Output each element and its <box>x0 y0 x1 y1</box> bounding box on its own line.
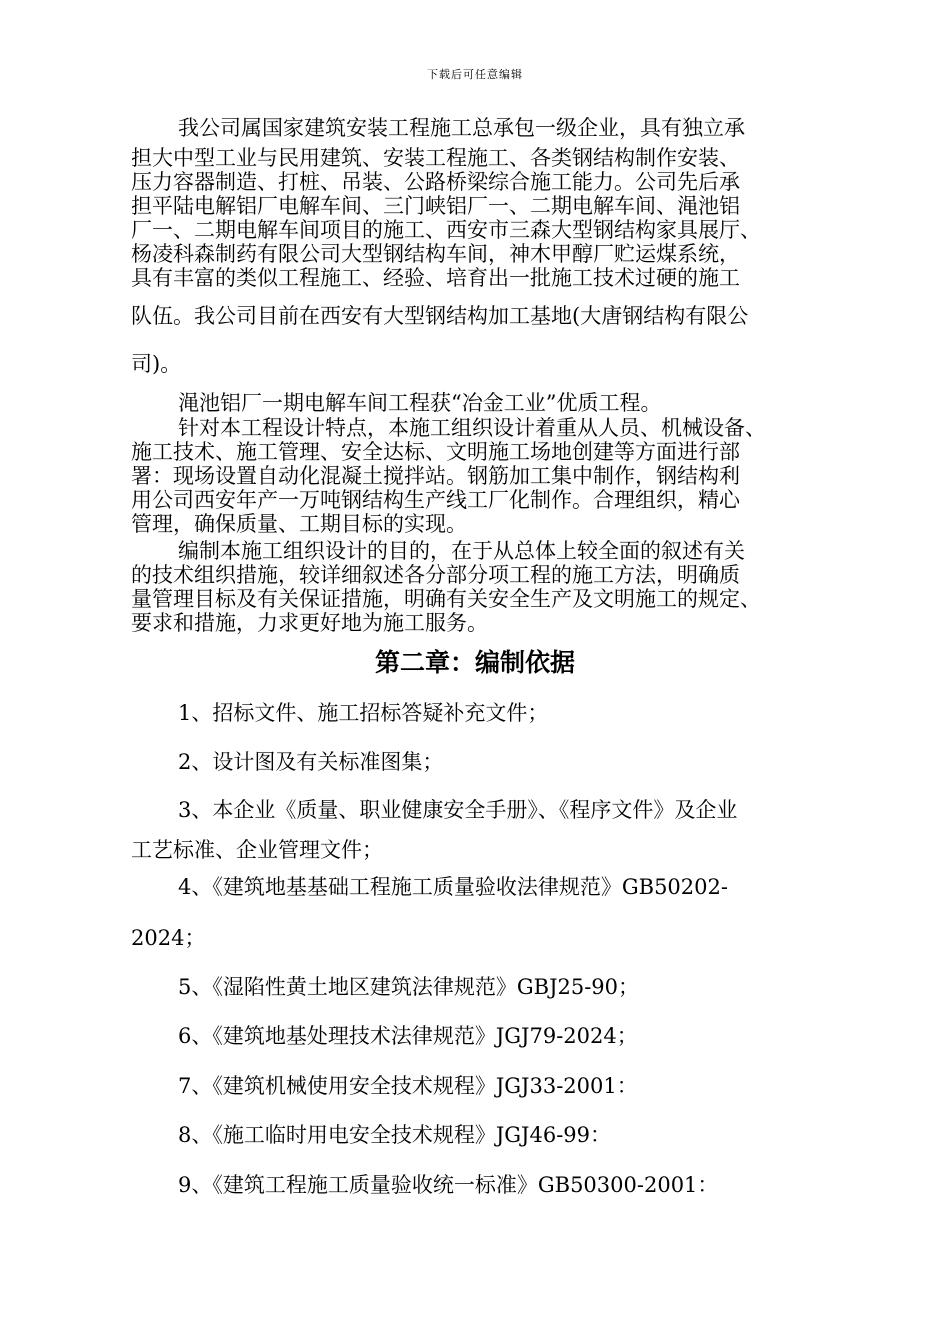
list-item: 3、本企业《质量、职业健康安全手册》、《程序文件》及企业 <box>178 798 738 822</box>
text-line: 我公司属国家建筑安装工程施工总承包一级企业，具有独立承 <box>178 116 745 140</box>
text-line: 杨凌科森制药有限公司大型钢结构车间，神木甲醇厂贮运煤系统， <box>131 242 740 266</box>
text-line: 的技术组织措施，较详细叙述各分部分项工程的施工方法，明确质 <box>131 563 740 587</box>
text-line: 要求和措施，力求更好地为施工服务。 <box>131 611 488 635</box>
list-item-continuation: 工艺标准、企业管理文件； <box>131 838 383 862</box>
text-line: 担大中型工业与民用建筑、安装工程施工、各类钢结构制作安装、 <box>131 146 740 170</box>
list-item: 9、《建筑工程施工质量验收统一标准》GB50300-2001： <box>178 1173 719 1197</box>
text-line: 队伍。我公司目前在西安有大型钢结构加工基地(大唐钢结构有限公 <box>131 304 749 328</box>
text-line: 司)。 <box>131 352 182 376</box>
list-item: 6、《建筑地基处理技术法律规范》JGJ79-2024； <box>178 1024 638 1048</box>
list-item: 4、《建筑地基基础工程施工质量验收法律规范》GB50202- <box>178 875 728 899</box>
text-line: 用公司西安年产一万吨钢结构生产线工厂化制作。合理组织，精心 <box>131 488 740 512</box>
text-line: 厂一、二期电解车间项目的施工、西安市三森大型钢结构家具展厅、 <box>131 218 761 242</box>
text-line: 担平陆电解铝厂电解车间、三门峡铝厂一、二期电解车间、渑池铝 <box>131 194 740 218</box>
text-line: 编制本施工组织设计的目的，在于从总体上较全面的叙述有关 <box>178 539 745 563</box>
list-item: 2、设计图及有关标准图集； <box>178 750 444 774</box>
list-item: 8、《施工临时用电安全技术规程》JGJ46-99： <box>178 1123 612 1147</box>
text-line: 量管理目标及有关保证措施，明确有关安全生产及文明施工的规定、 <box>131 587 761 611</box>
list-item: 1、招标文件、施工招标答疑补充文件； <box>178 701 549 725</box>
page-header: 下载后可任意编辑 <box>427 68 523 81</box>
text-line: 管理，确保质量、工期目标的实现。 <box>131 512 467 536</box>
text-line: 具有丰富的类似工程施工、经验、培育出一批施工技术过硬的施工 <box>131 266 740 290</box>
text-line: 施工技术、施工管理、安全达标、文明施工场地创建等方面进行部 <box>131 440 740 464</box>
list-item: 5、《湿陷性黄土地区建筑法律规范》GBJ25-90； <box>178 975 640 999</box>
list-item-continuation: 2024； <box>131 926 206 950</box>
text-line: 渑池铝厂一期电解车间工程获“冶金工业”优质工程。 <box>178 391 662 415</box>
text-line: 针对本工程设计特点，本施工组织设计着重从人员、机械设备、 <box>178 416 766 440</box>
text-line: 署：现场设置自动化混凝土搅拌站。钢筋加工集中制作，钢结构利 <box>131 464 740 488</box>
list-item: 7、《建筑机械使用安全技术规程》JGJ33-2001： <box>178 1074 638 1098</box>
chapter-heading: 第二章：编制依据 <box>374 648 575 677</box>
text-line: 压力容器制造、打桩、吊装、公路桥梁综合施工能力。公司先后承 <box>131 170 740 194</box>
